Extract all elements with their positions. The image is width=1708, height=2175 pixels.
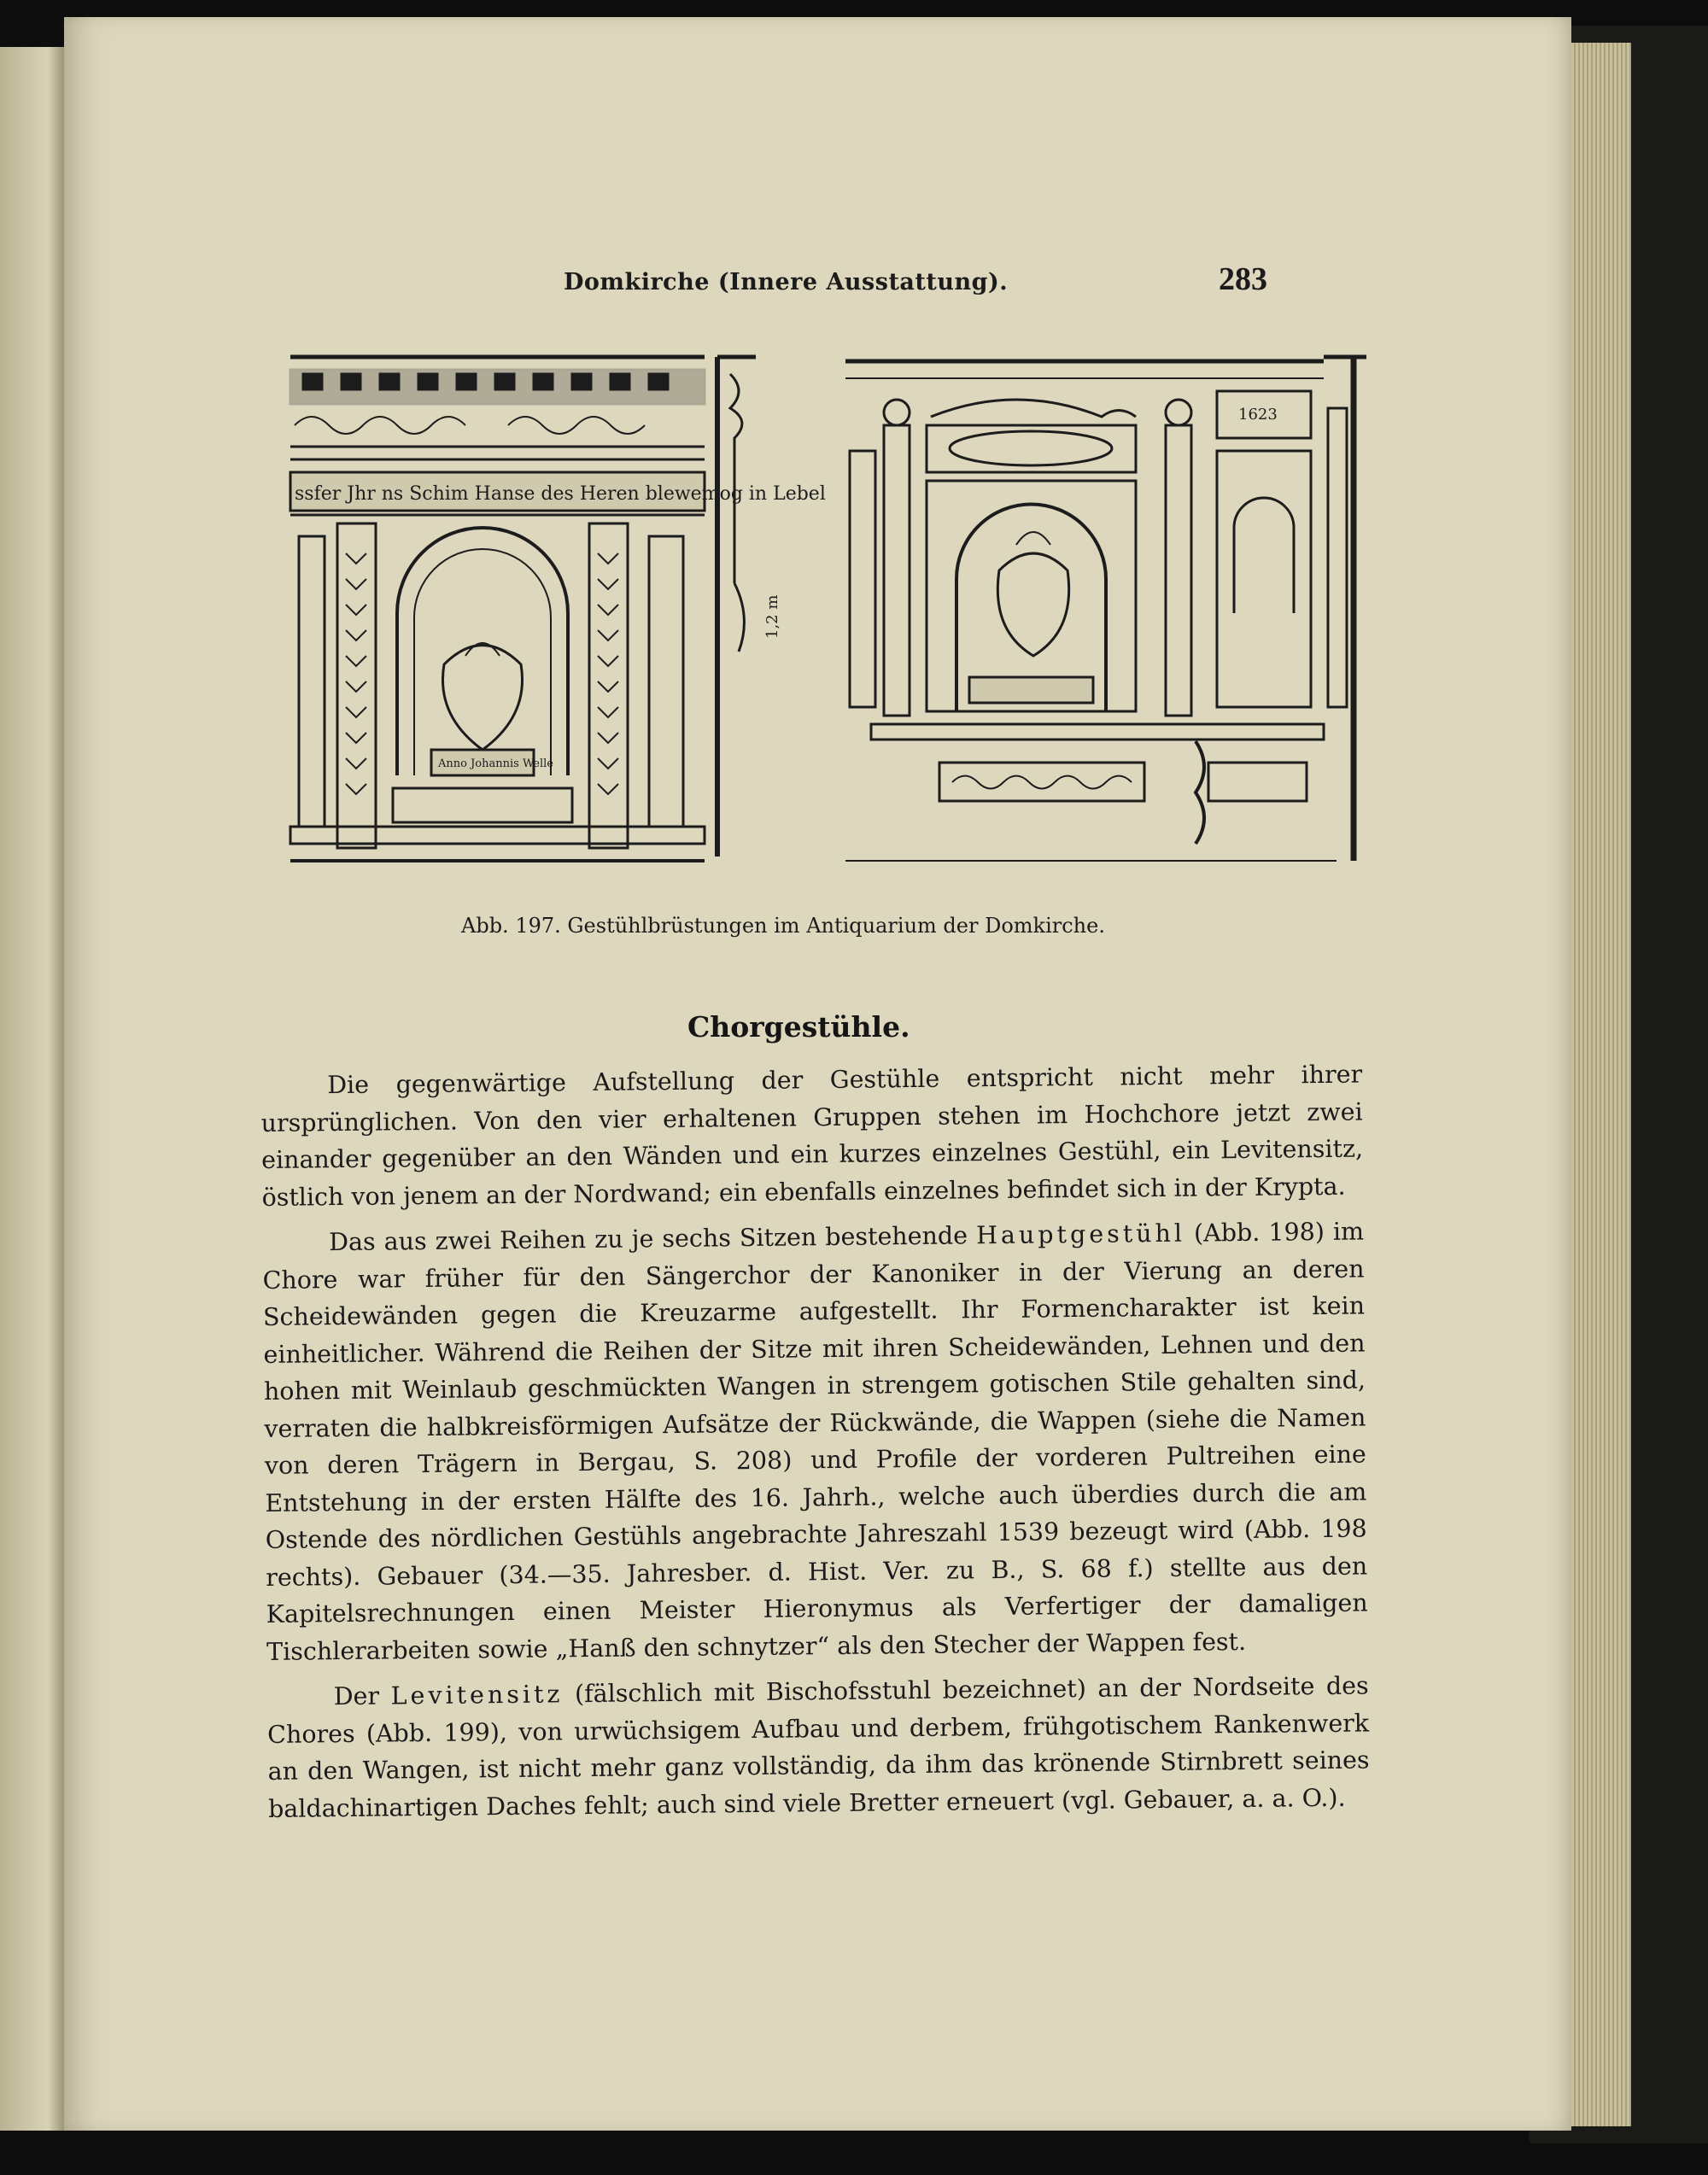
paragraph-3-post: (fälschlich mit Bischofsstuhl bezeichnet) an der Nordseite des Chores (Abb. 199), von urwüchsigem Aufbau und derbem, frühgotischem Rankenwerk an den Wangen, ist nicht mehr ganz vollständig, da ihm das krönende Stirnbrett seines baldachinartigen Daches fehlt; auch sind viele Bretter erneuert (vgl. Gebauer, a. a. O.). <box>267 1671 1370 1823</box>
page-number: 283 <box>1219 261 1267 297</box>
scale-bar <box>717 357 781 857</box>
term-levitensitz: Levitensitz <box>390 1680 564 1710</box>
right-inscription: 1623 <box>1238 406 1278 424</box>
paragraph-3-pre: Der <box>333 1681 391 1711</box>
figure-engraving <box>226 331 1388 895</box>
term-hauptgestuehl: Hauptgestühl <box>975 1219 1186 1250</box>
paragraph-2 <box>262 1213 1368 1669</box>
left-plaque-text: Anno Johannis Welle <box>438 757 553 770</box>
paragraph-2-pre: Das aus zwei Reihen zu je sechs Sitzen bestehende <box>328 1221 977 1257</box>
paragraph-2-post: (Abb. 198) im Chore war früher für den Sängerchor der Kanoniker in der Vierung an deren Scheidewänden gegen die Kreuzarme aufgestellt. Ihr Formencharakter ist kein einheitlicher. Während die Reihen der Sitze mit ihren Scheidewänden, Lehnen und den hohen mit Weinlaub geschmückten Wangen in strengem gotischen Stile gehalten sind, verraten die halbkreisförmigen Aufsätze der Rückwände, die Wappen (siehe die Namen von deren Trägern in Bergau, S. 208) und Profile der vorderen Pultreihen eine Entstehung in der ersten Hälfte des 16. Jahrh., welche auch überdies durch die am Ostende des nördlichen Gestühls angebrachte Jahreszahl 1539 bezeugt wird (Abb. 198 rechts). Gebauer (34.—35. Jahresber. d. Hist. Ver. zu B., S. 68 f.) stellte aus den Kapitelsrechnungen einen Meister Hieronymus als Verfertiger der damaligen Tischlerarbeiten sowie „Hanß den schnytzer“ als den Stecher der Wappen fest. <box>262 1217 1368 1666</box>
running-head: Domkirche (Innere Ausstattung). <box>564 269 1009 295</box>
paragraph-1 <box>260 1055 1364 1215</box>
right-choir-stall-panel <box>845 357 1366 861</box>
left-page-edge <box>0 47 68 2131</box>
section-heading: Chorgestühle. <box>687 1010 910 1044</box>
paragraph-1-text: Die gegenwärtige Aufstellung der Gestühle entspricht nicht mehr ihrer ursprünglichen. Von den vier erhaltenen Gruppen stehen im Hochchore jetzt zwei einander gegenüber an den Wänden und ein kurzes einzelnes Gestühl, ein Levitensitz, östlich von jenem an der Nordwand; ein ebenfalls einzelnes befindet sich in der Krypta. <box>260 1060 1364 1212</box>
scale-label: 1,2 m <box>763 594 781 639</box>
book-page <box>64 17 1571 2131</box>
left-choir-stall-panel <box>290 357 826 861</box>
left-inscription: ssfer Jhr ns Schim Hanse des Heren blewemog in Lebel <box>295 483 826 505</box>
paragraph-3 <box>266 1667 1370 1827</box>
figure-caption: Abb. 197. Gestühlbrüstungen im Antiquarium der Domkirche. <box>461 914 1105 938</box>
body-text <box>260 1055 1370 1835</box>
